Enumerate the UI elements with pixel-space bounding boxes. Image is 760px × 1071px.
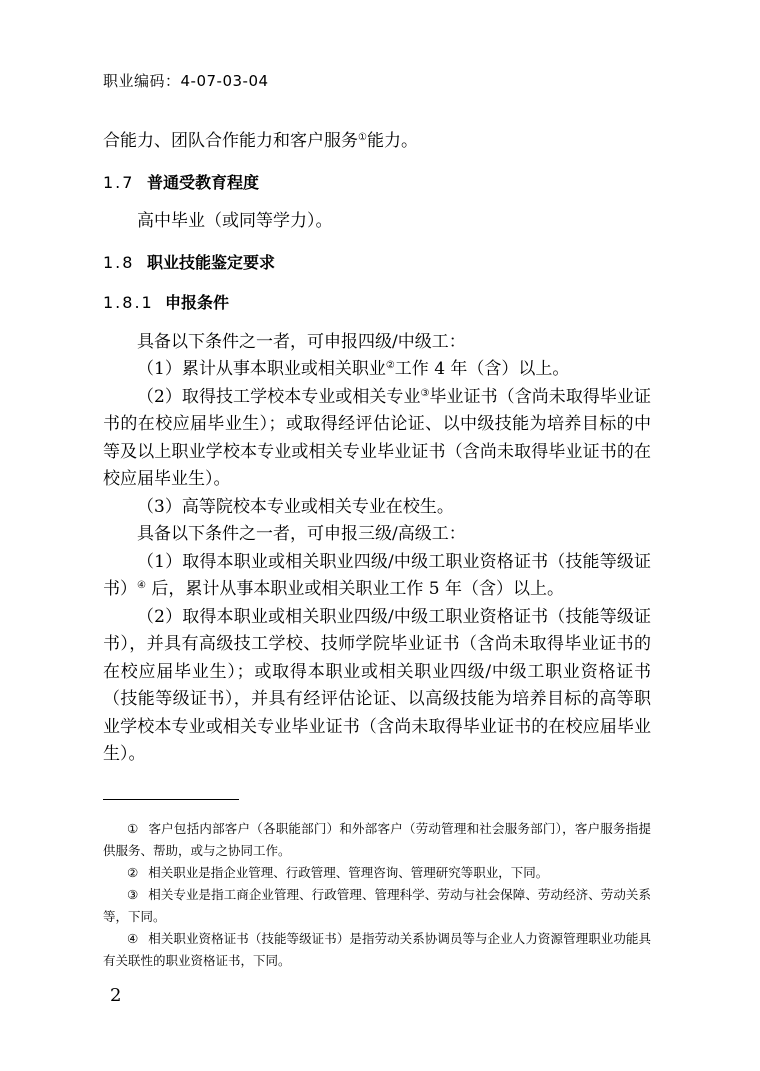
level3-intro: 具备以下条件之一者，可申报三级/高级工：	[137, 524, 466, 544]
footnote-1: ① 客户包括内部客户（各职能部门）和外部客户（劳动管理和社会服务部门），客户服务指提供服务、帮助，或与之协同工作。	[103, 821, 651, 858]
footnote-divider	[103, 799, 239, 800]
footnote-4: ④ 相关职业资格证书（技能等级证书）是指劳动关系协调员等与企业人力资源管理职业功能具有关联性的职业资格证书，下同。	[103, 931, 651, 968]
document-body	[103, 128, 651, 769]
section-heading-1-8-1: 1.8.1 申报条件	[103, 293, 230, 312]
section-heading-1-8: 1.8 职业技能鉴定要求	[103, 252, 276, 272]
footnote-ref-2[interactable]: ②	[385, 360, 395, 371]
footnote-ref-1[interactable]: ①	[358, 132, 367, 143]
footnote-2: ② 相关职业是指企业管理、行政管理、管理咨询、管理研究等职业，下同。	[127, 865, 549, 880]
level4-condition-2: （2）取得技工学校本专业或相关专业③毕业证书（含尚未取得毕业证书的在校应届毕业生）；或取得经评估论证、以中级技能为培养目标的中等及以上职业学校本专业或相关专业毕业证书（含尚未取得毕业证书的在校应届毕业生）。	[103, 386, 651, 489]
level3-condition-1: （1）取得本职业或相关职业四级/中级工职业资格证书（技能等级证书）④ 后，累计从事本职业或相关职业工作 5 年（含）以上。	[103, 551, 651, 599]
footnote-3: ③ 相关专业是指工商企业管理、行政管理、管理科学、劳动与社会保障、劳动经济、劳动关系等，下同。	[103, 887, 651, 924]
occupation-code-header: 职业编码：4-07-03-04	[103, 72, 269, 90]
page-number: 2	[110, 985, 122, 1006]
level4-intro: 具备以下条件之一者，可申报四级/中级工：	[137, 331, 466, 352]
footnote-ref-4[interactable]: ④	[137, 580, 146, 591]
footnote-ref-3[interactable]: ③	[420, 387, 430, 399]
section-heading-1-7: 1.7 普通受教育程度	[103, 172, 260, 192]
level4-condition-1: （1）累计从事本职业或相关职业②工作 4 年（含）以上。	[137, 359, 570, 379]
level4-condition-3: （3）高等院校本专业或相关专业在校生。	[137, 496, 454, 517]
education-requirement: 高中毕业（或同等学力）。	[137, 211, 333, 231]
paragraph-continuation: 合能力、团队合作能力和客户服务①能力。	[103, 131, 418, 151]
footnotes	[103, 818, 651, 972]
level3-condition-2: （2）取得本职业或相关职业四级/中级工职业资格证书（技能等级证书），并具有高级技工学校、技师学院毕业证书（含尚未取得毕业证书的在校应届毕业生）；或取得本职业或相关职业四级/中级工职业资格证书（技能等级证书），并具有经评估论证、以高级技能为培养目标的高等职业学校本专业或相关专业毕业证书（含尚未取得毕业证书的在校应届毕业生）。	[103, 606, 651, 764]
